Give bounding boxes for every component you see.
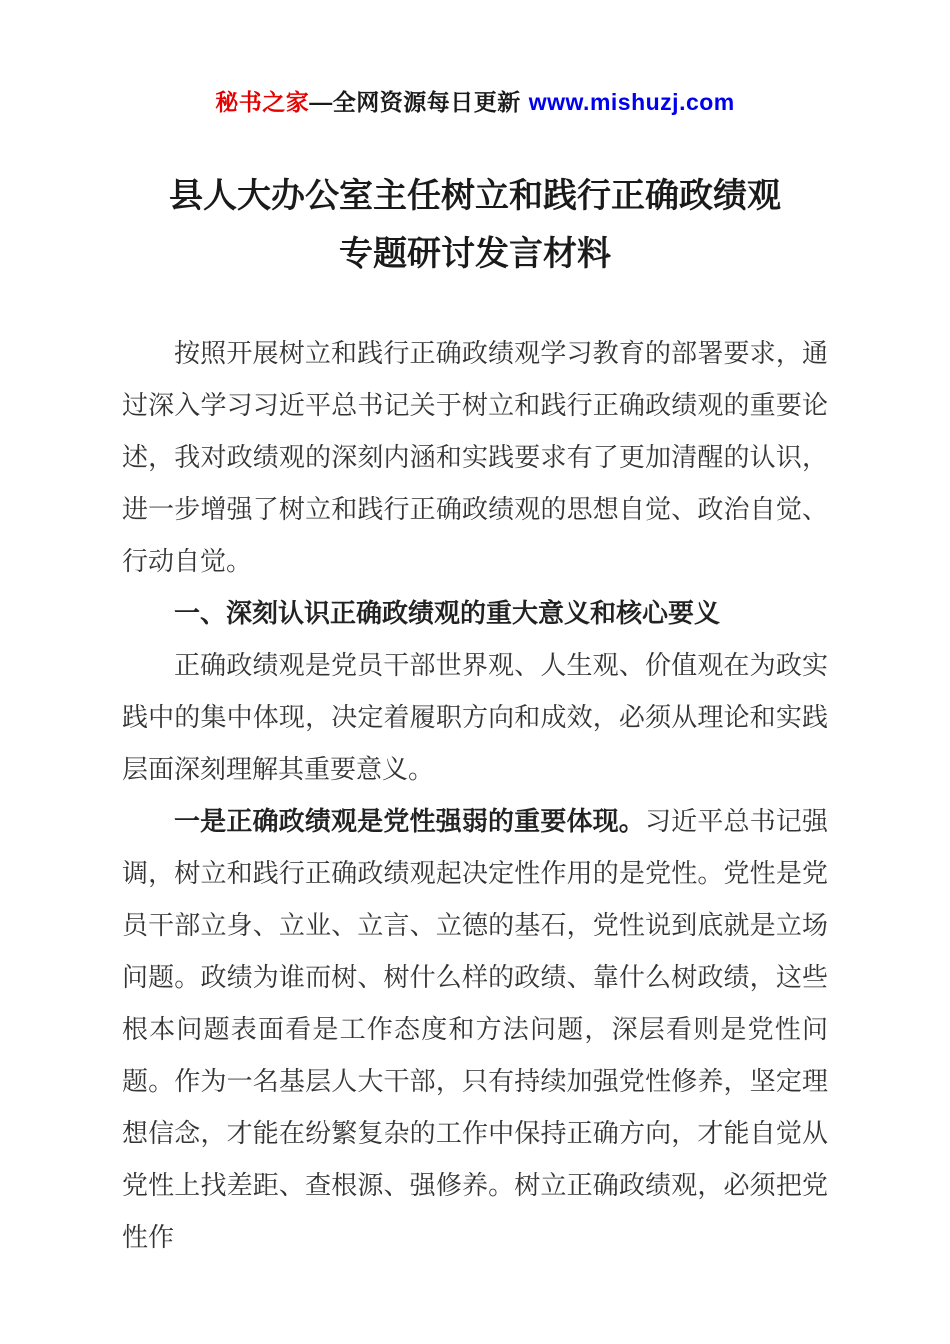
document-title-line-2: 专题研讨发言材料	[339, 235, 611, 273]
document-title-line-1: 县人大办公室主任树立和践行正确政绩观	[169, 177, 781, 215]
site-header	[122, 84, 828, 117]
site-name: 秘书之家	[215, 89, 310, 115]
section-heading-1: 一、深刻认识正确政绩观的重大意义和核心要义	[174, 598, 721, 628]
document-title	[122, 167, 828, 283]
paragraph-overview: 正确政绩观是党员干部世界观、人生观、价值观在为政实践中的集中体现，决定着履职方向和成效，必须从理论和实践层面深刻理解其重要意义。	[122, 650, 828, 784]
site-tagline: —全网资源每日更新	[309, 89, 521, 115]
document-body	[122, 327, 828, 1263]
point-one-body-text: 习近平总书记强调，树立和践行正确政绩观起决定性作用的是党性。党性是党员干部立身、立业、立言、立德的基石，党性说到底就是立场问题。政绩为谁而树、树什么样的政绩、靠什么树政绩，这些根本问题表面看是工作态度和方法问题，深层看则是党性问题。作为一名基层人大干部，只有持续加强党性修养，坚定理想信念，才能在纷繁复杂的工作中保持正确方向，才能自觉从党性上找差距、查根源、强修养。树立正确政绩观，必须把党性作	[122, 806, 828, 1252]
point-one-lead-sentence: 一是正确政绩观是党性强弱的重要体现。	[174, 806, 645, 836]
paragraph-intro: 按照开展树立和践行正确政绩观学习教育的部署要求，通过深入学习习近平总书记关于树立和践行正确政绩观的重要论述，我对政绩观的深刻内涵和实践要求有了更加清醒的认识，进一步增强了树立和践行正确政绩观的思想自觉、政治自觉、行动自觉。	[122, 338, 828, 576]
paragraph-point-one	[122, 795, 828, 1263]
site-url-link[interactable]: www.mishuzj.com	[528, 89, 735, 115]
